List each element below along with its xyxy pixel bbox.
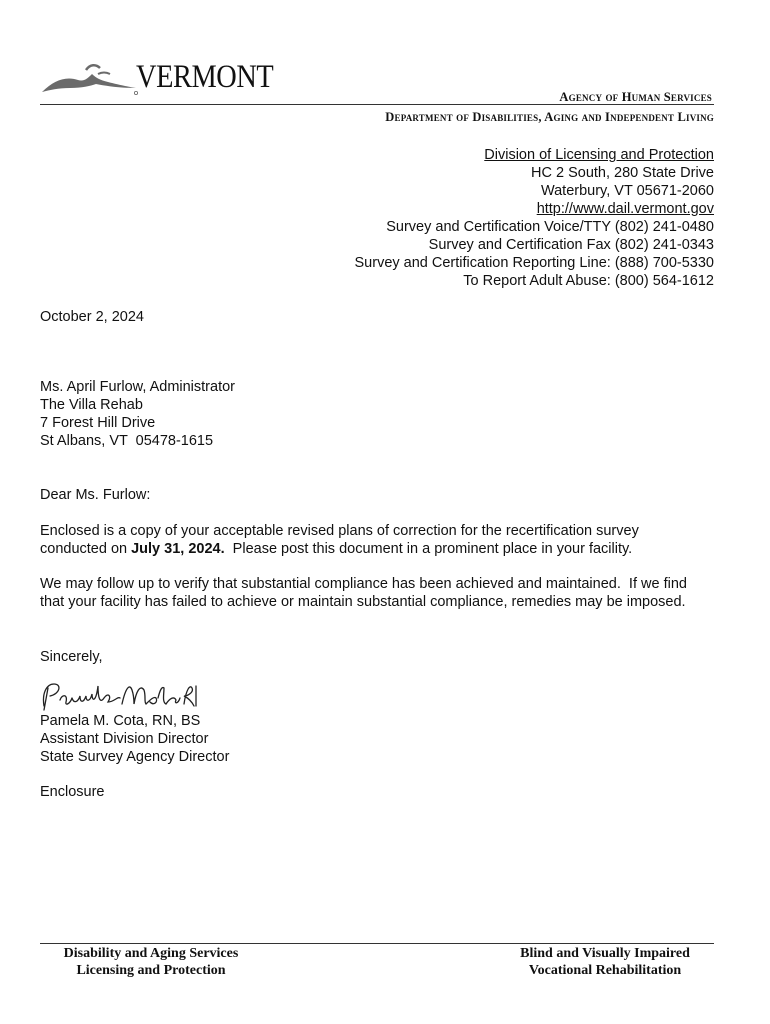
closing: Sincerely,: [40, 649, 103, 665]
recipient-line: Ms. April Furlow, Administrator: [40, 379, 235, 395]
letter-date: October 2, 2024: [40, 309, 144, 325]
division-website-link[interactable]: http://www.dail.vermont.gov: [536, 201, 714, 217]
signer-block: [40, 712, 229, 766]
survey-date: July 31, 2024.: [131, 541, 225, 557]
footer-right: [500, 945, 710, 979]
vermont-logo: [40, 58, 280, 96]
recipient-line: St Albans, VT 05478-1615: [40, 433, 214, 449]
paragraph-compliance: We may follow up to verify that substantial compliance has been achieved and maintained. If we find that your facility has failed to achieve or maintain substantial compliance, remedies may be imposed.: [40, 576, 691, 610]
signer-name: Pamela M. Cota, RN, BS: [40, 713, 201, 729]
footer-left-line: Disability and Aging Services: [63, 946, 239, 961]
footer-right-line: Blind and Visually Impaired: [520, 946, 690, 961]
signer-title: State Survey Agency Director: [40, 749, 230, 765]
division-name: Division of Licensing and Protection: [484, 147, 714, 163]
recipient-line: The Villa Rehab: [40, 397, 143, 413]
division-address-line2: Waterbury, VT 05671-2060: [540, 183, 714, 199]
signer-title: Assistant Division Director: [40, 731, 209, 747]
footer-left: [44, 945, 258, 979]
paragraph-text: Enclosed is a copy of your acceptable revised plans of correction for the recertification survey conducted on: [40, 523, 643, 557]
fax-number: Survey and Certification Fax (802) 241-0343: [428, 237, 714, 253]
signature-icon: [38, 676, 198, 716]
logo-wordmark: VERMONT: [136, 59, 274, 95]
department-name: Department of Disabilities, Aging and Independent Living: [385, 110, 714, 124]
footer-divider: [40, 943, 714, 944]
salutation: Dear Ms. Furlow:: [40, 487, 151, 503]
footer-right-line: Vocational Rehabilitation: [528, 963, 682, 978]
abuse-report-line: To Report Adult Abuse: (800) 564-1612: [463, 273, 714, 289]
paragraph-text: Please post this document in a prominent place in your facility.: [224, 541, 633, 557]
recipient-address: [40, 378, 235, 450]
letterhead-divider: [40, 104, 714, 105]
voice-phone: Survey and Certification Voice/TTY (802) 241-0480: [386, 219, 714, 235]
division-contact-block: [355, 146, 715, 290]
agency-name: Agency of Human Services: [559, 90, 712, 104]
footer-left-line: Licensing and Protection: [76, 963, 226, 978]
paragraph-enclosed-plans: [40, 522, 700, 558]
reporting-line: Survey and Certification Reporting Line: (888) 700-5330: [354, 255, 714, 271]
enclosure-note: Enclosure: [40, 784, 105, 800]
vermont-mountain-icon: [40, 58, 140, 96]
signature-image: [38, 676, 198, 716]
division-address-line1: HC 2 South, 280 State Drive: [531, 165, 714, 181]
recipient-line: 7 Forest Hill Drive: [40, 415, 156, 431]
